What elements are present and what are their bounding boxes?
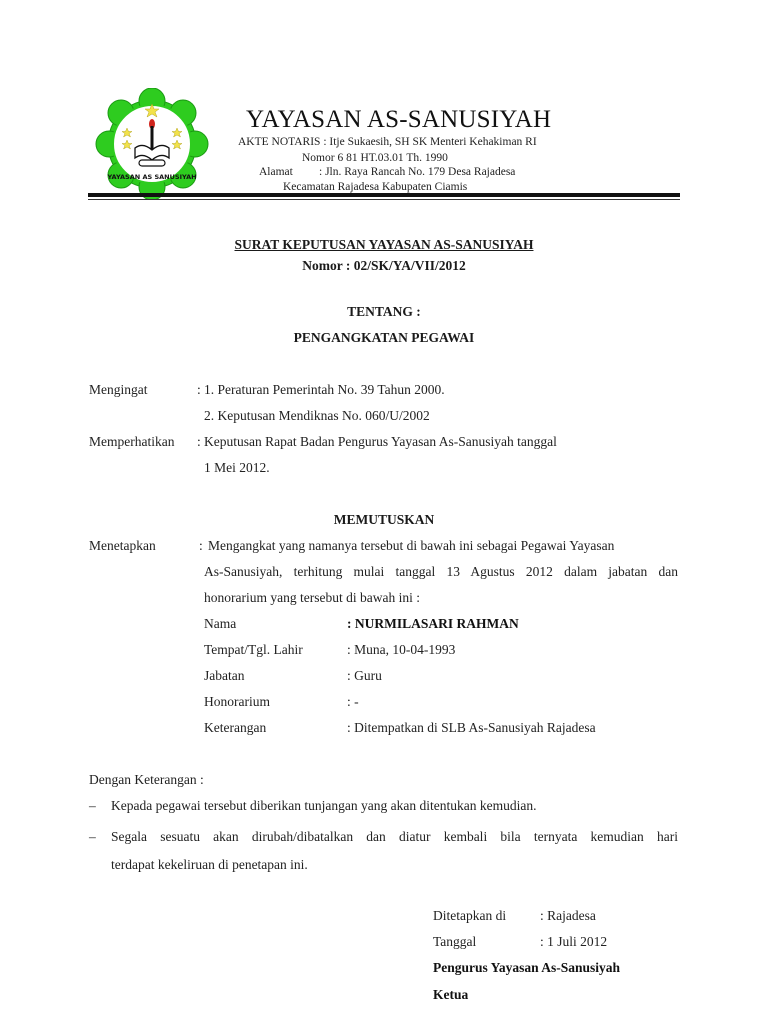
considering-separator: : xyxy=(197,382,201,397)
establishing-separator: : xyxy=(199,538,203,553)
document-title xyxy=(0,237,768,253)
signed-place-value: : Rajadesa xyxy=(540,908,596,923)
detail-birth-value: : Muna, 10-04-1993 xyxy=(347,642,456,657)
considering-item-2: 2. Keputusan Mendiknas No. 060/U/2002 xyxy=(204,408,430,423)
decision-line-3: honorarium yang tersebut di bawah ini : xyxy=(204,590,420,605)
detail-birth-label: Tempat/Tgl. Lahir xyxy=(204,642,303,657)
detail-name-value: : NURMILASARI RAHMAN xyxy=(347,616,519,631)
foundation-emblem-icon xyxy=(93,88,211,200)
document-title-text: SURAT KEPUTUSAN YAYASAN AS-SANUSIYAH xyxy=(234,237,534,252)
detail-name-label: Nama xyxy=(204,616,237,631)
signed-place-label: Ditetapkan di xyxy=(433,908,507,923)
document-number: Nomor : 02/SK/YA/VII/2012 xyxy=(302,258,466,273)
address-label: Alamat xyxy=(259,166,293,178)
considering-item-1: 1. Peraturan Pemerintah No. 39 Tahun 2000. xyxy=(204,382,445,397)
notes-heading: Dengan Keterangan : xyxy=(89,772,204,787)
decision-heading: MEMUTUSKAN xyxy=(333,512,435,527)
address-value: : Jln. Raya Rancah No. 179 Desa Rajadesa xyxy=(319,166,516,178)
letterhead-divider-thick xyxy=(88,193,680,197)
letterhead-divider-thin xyxy=(88,199,680,200)
considering-label: Mengingat xyxy=(89,382,148,397)
notary-deed-line: AKTE NOTARIS : Itje Sukaesih, SH SK Menteri Kehakiman RI xyxy=(238,136,537,148)
noting-label: Memperhatikan xyxy=(89,434,175,449)
signatory-role: Ketua xyxy=(433,987,469,1002)
detail-honorarium-value: : - xyxy=(347,694,359,709)
noting-separator: : xyxy=(197,434,201,449)
foundation-logo xyxy=(93,88,211,200)
decision-line-1: Mengangkat yang namanya tersebut di bawah ini sebagai Pegawai Yayasan xyxy=(208,538,615,553)
notes-item-1: Kepada pegawai tersebut diberikan tunjangan yang akan ditentukan kemudian. xyxy=(111,798,537,813)
detail-position-label: Jabatan xyxy=(204,668,245,683)
establishing-label: Menetapkan xyxy=(89,538,156,553)
noting-line-1: Keputusan Rapat Badan Pengurus Yayasan As-Sanusiyah tanggal xyxy=(204,434,557,449)
district-line: Kecamatan Rajadesa Kabupaten Ciamis xyxy=(283,181,468,193)
registration-number-line: Nomor 6 81 HT.03.01 Th. 1990 xyxy=(302,152,448,164)
svg-text:YAYASAN AS SANUSIYAH: YAYASAN AS SANUSIYAH xyxy=(107,173,197,181)
document-subject: PENGANGKATAN PEGAWAI xyxy=(293,330,475,345)
noting-line-2: 1 Mei 2012. xyxy=(204,460,270,475)
notes-item-2-continued: terdapat kekeliruan di penetapan ini. xyxy=(111,857,308,872)
notes-item-2: Segala sesuatu akan dirubah/dibatalkan dan diatur kembali bila ternyata kemudian hari xyxy=(111,829,678,844)
signed-date-label: Tanggal xyxy=(433,934,477,949)
notes-bullet-1: – xyxy=(89,798,96,813)
organization-name: YAYASAN AS-SANUSIYAH xyxy=(246,106,552,133)
detail-remarks-label: Keterangan xyxy=(204,720,267,735)
detail-remarks-value: : Ditempatkan di SLB As-Sanusiyah Rajadesa xyxy=(347,720,596,735)
decision-line-2: As-Sanusiyah, terhitung mulai tanggal 13 Agustus 2012 dalam jabatan dan xyxy=(204,564,678,579)
signatory-organization: Pengurus Yayasan As-Sanusiyah xyxy=(433,960,621,975)
detail-position-value: : Guru xyxy=(347,668,382,683)
signed-date-value: : 1 Juli 2012 xyxy=(540,934,608,949)
notes-bullet-2: – xyxy=(89,829,96,844)
about-label: TENTANG : xyxy=(347,304,421,319)
detail-honorarium-label: Honorarium xyxy=(204,694,270,709)
